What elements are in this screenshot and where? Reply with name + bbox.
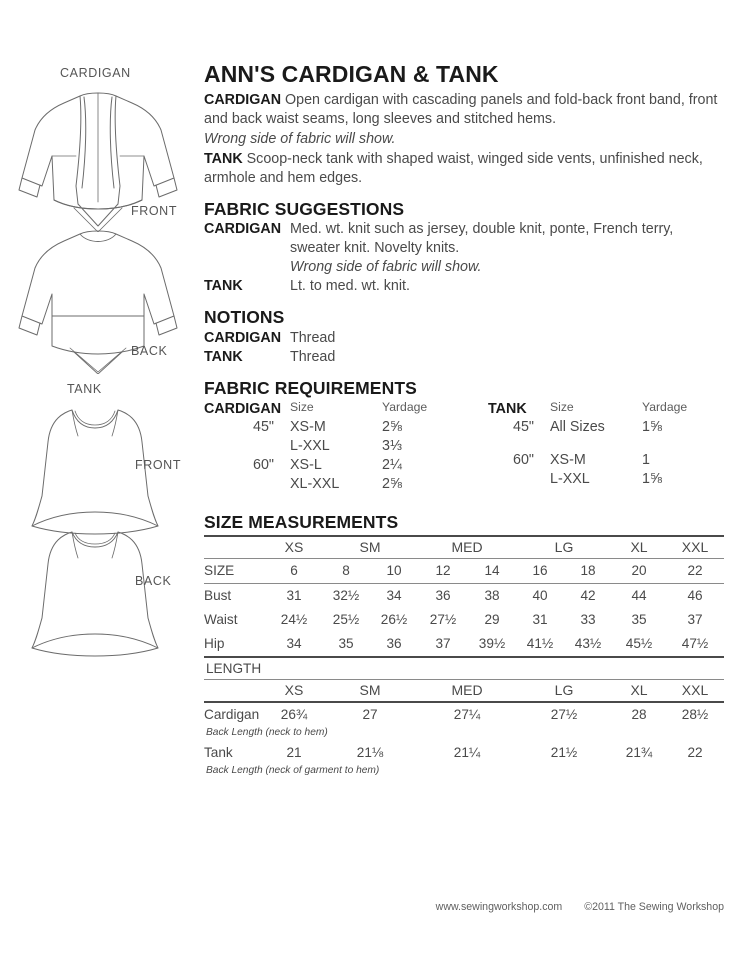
page-title: ANN'S CARDIGAN & TANK — [204, 61, 499, 87]
cell: 25½ — [332, 612, 360, 628]
fabric-suggestion-cardigan-line1: Med. wt. knit such as jersey, double knit, ponte, French terry, — [290, 221, 674, 238]
table-row — [204, 608, 724, 632]
cell: 34 — [370, 584, 418, 609]
size-group-header-xs: XS — [266, 536, 322, 559]
cardigan-back-label: BACK — [131, 344, 168, 358]
cell: 27¼ — [418, 702, 516, 727]
cardigan-description-label: CARDIGAN — [204, 92, 282, 109]
fabric-width: 60" — [513, 452, 534, 469]
length-group-header-lg: LG — [516, 680, 612, 703]
notions-heading: NOTIONS — [204, 307, 285, 328]
fabric-requirements-row — [464, 470, 724, 489]
cardigan-description-note: Wrong side of fabric will show. — [204, 131, 396, 148]
cell: 35 — [631, 612, 647, 628]
cell: 12 — [418, 559, 468, 584]
notions-tank-value: Thread — [290, 348, 336, 365]
fabric-width — [204, 475, 290, 494]
cell: 27 — [322, 702, 418, 727]
cardigan-description — [204, 91, 724, 129]
notions-tank-row — [204, 348, 724, 367]
tank-length-caption: Back Length (neck of garment to hem) — [206, 765, 380, 777]
fabric-size: XS-M — [290, 419, 326, 436]
row-label: Hip — [204, 636, 225, 652]
row-label: Waist — [204, 612, 238, 628]
cell: 21¾ — [625, 745, 653, 761]
length-group-header-row — [204, 680, 724, 703]
cell: 46 — [666, 584, 724, 609]
fabric-requirements-row — [204, 456, 464, 475]
cell: 45½ — [625, 636, 653, 652]
fabric-requirements-tank-size-header: Size — [550, 399, 574, 414]
cell: 40 — [516, 584, 564, 609]
size-group-header-xxl: XXL — [666, 536, 724, 559]
cell: 36 — [418, 584, 468, 609]
length-group-header-blank — [204, 680, 266, 703]
size-measurements-heading: SIZE MEASUREMENTS — [204, 512, 399, 533]
fabric-width: 45" — [513, 419, 534, 436]
fabric-requirements-table — [204, 400, 724, 495]
fabric-requirements-cardigan-size-header: Size — [290, 399, 314, 414]
size-group-header-xl: XL — [612, 536, 666, 559]
fabric-size: L-XXL — [290, 438, 330, 455]
cardigan-length-caption: Back Length (neck to hem) — [206, 727, 328, 739]
tank-back-illustration — [28, 522, 162, 658]
cardigan-front-label: FRONT — [131, 204, 178, 218]
cell: 20 — [612, 559, 666, 584]
cell: 38 — [468, 584, 516, 609]
length-group-header-sm: SM — [322, 680, 418, 703]
length-heading: LENGTH — [204, 657, 724, 680]
table-row — [204, 559, 724, 584]
fabric-requirements-row — [204, 475, 464, 494]
cell: 43½ — [574, 636, 602, 652]
length-caption-row — [204, 727, 724, 741]
cell: 22 — [666, 559, 724, 584]
tank-description-label: TANK — [204, 151, 243, 168]
cell: 34 — [286, 636, 302, 652]
fabric-requirements-cardigan-block — [204, 400, 464, 495]
fabric-suggestion-tank-row — [204, 277, 724, 296]
measurements-grid — [204, 535, 724, 779]
fabric-requirements-tank-block — [464, 400, 724, 495]
cardigan-description-text: Open cardigan with cascading panels and fold-back front band, front and back waist seams, long sleeves and stitched hems. — [204, 92, 718, 128]
cell: 22 — [687, 745, 703, 761]
cardigan-illustration-title: CARDIGAN — [60, 66, 131, 80]
size-group-header-row — [204, 536, 724, 559]
cell: 21⅛ — [356, 745, 384, 761]
fabric-requirements-tank-yardage-header: Yardage — [642, 399, 688, 414]
fabric-yardage: 2¼ — [382, 457, 402, 474]
cell: 10 — [370, 559, 418, 584]
table-row — [204, 632, 724, 657]
cell: 35 — [338, 636, 354, 652]
fabric-yardage: 1 — [642, 452, 650, 469]
fabric-size: XS-L — [290, 457, 322, 474]
fabric-requirements-cardigan-label: CARDIGAN — [204, 400, 282, 417]
fabric-yardage: 1⅝ — [642, 471, 662, 488]
length-group-header-xs: XS — [266, 680, 322, 703]
tank-description — [204, 150, 724, 188]
fabric-width — [464, 470, 550, 489]
fabric-size: L-XXL — [550, 471, 590, 488]
fabric-suggestion-cardigan-label: CARDIGAN — [204, 221, 282, 238]
cell: 21¼ — [453, 745, 481, 761]
fabric-width: 45" — [253, 419, 274, 436]
cell: 28 — [612, 702, 666, 727]
fabric-yardage: 2⅝ — [382, 419, 402, 436]
fabric-requirements-cardigan-yardage-header: Yardage — [382, 399, 428, 414]
size-group-header-blank — [204, 536, 266, 559]
tank-description-text: Scoop-neck tank with shaped waist, winged side vents, unfinished neck, armhole and hem edges. — [204, 151, 703, 187]
fabric-suggestions-heading: FABRIC SUGGESTIONS — [204, 199, 405, 220]
tank-front-label: FRONT — [135, 458, 182, 472]
row-label: Tank — [204, 745, 233, 761]
cell: 32½ — [322, 584, 370, 609]
footer-copyright: ©2011 The Sewing Workshop — [584, 901, 724, 913]
illustration-column — [0, 56, 196, 656]
cell: 8 — [322, 559, 370, 584]
cell: 6 — [266, 559, 322, 584]
cell: 24½ — [280, 612, 308, 628]
fabric-requirements-row — [464, 451, 724, 470]
fabric-suggestion-tank-label: TANK — [204, 278, 243, 295]
table-row — [204, 702, 724, 727]
size-group-header-lg: LG — [516, 536, 612, 559]
fabric-width: 60" — [253, 457, 274, 474]
fabric-yardage: 3⅓ — [382, 438, 402, 455]
content-column — [204, 62, 724, 779]
table-row — [204, 584, 724, 609]
cell: 37 — [435, 636, 451, 652]
fabric-requirements-row-spacer — [464, 437, 724, 451]
fabric-size: XS-M — [550, 452, 586, 469]
fabric-yardage: 1⅝ — [642, 419, 662, 436]
fabric-suggestion-cardigan-line2: sweater knit. Novelty knits. — [290, 240, 460, 257]
fabric-width — [464, 437, 550, 451]
size-measurements-table — [204, 535, 724, 779]
cell: 37 — [687, 612, 703, 628]
cell: 39½ — [478, 636, 506, 652]
notions-tank-label: TANK — [204, 348, 243, 365]
fabric-size — [550, 437, 642, 451]
page-footer — [204, 901, 724, 913]
tank-back-label: BACK — [135, 574, 172, 588]
cell: 27½ — [429, 612, 457, 628]
cell: 47½ — [681, 636, 709, 652]
row-label: Bust — [204, 584, 266, 609]
cell: 27½ — [516, 702, 612, 727]
fabric-width — [204, 437, 290, 456]
fabric-requirements-cardigan-header — [204, 400, 464, 419]
cell: 26½ — [380, 612, 408, 628]
length-group-header-med: MED — [418, 680, 516, 703]
row-label: SIZE — [204, 559, 266, 584]
fabric-suggestion-cardigan-note: Wrong side of fabric will show. — [290, 259, 482, 276]
fabric-requirements-tank-label: TANK — [488, 400, 527, 417]
fabric-suggestion-tank-text: Lt. to med. wt. knit. — [290, 278, 410, 295]
notions-cardigan-value: Thread — [290, 329, 336, 346]
length-section-label-row — [204, 657, 724, 680]
notions-cardigan-label: CARDIGAN — [204, 329, 282, 346]
cell: 31 — [266, 584, 322, 609]
cell: 21 — [286, 745, 302, 761]
cell: 44 — [612, 584, 666, 609]
table-row — [204, 741, 724, 765]
fabric-size: XL-XXL — [290, 476, 340, 493]
cell: 31 — [532, 612, 548, 628]
fabric-suggestion-cardigan-row — [204, 220, 724, 239]
length-caption-row — [204, 765, 724, 779]
cell: 33 — [580, 612, 596, 628]
fabric-requirements-row — [204, 437, 464, 456]
length-group-header-xl: XL — [612, 680, 666, 703]
fabric-size: All Sizes — [550, 419, 605, 436]
fabric-requirements-row — [464, 418, 724, 437]
cell: 16 — [516, 559, 564, 584]
cell: 28½ — [666, 702, 724, 727]
fabric-yardage: 2⅝ — [382, 476, 402, 493]
cell: 21½ — [550, 745, 578, 761]
cell: 29 — [484, 612, 500, 628]
fabric-requirements-tank-header — [464, 400, 724, 419]
fabric-requirements-heading: FABRIC REQUIREMENTS — [204, 377, 417, 398]
cell: 26¾ — [266, 702, 322, 727]
notions-cardigan-row — [204, 329, 724, 348]
fabric-requirements-row — [204, 418, 464, 437]
row-label: Cardigan — [204, 702, 266, 727]
size-group-header-med: MED — [418, 536, 516, 559]
tank-illustration-title: TANK — [67, 382, 102, 396]
cell: 36 — [386, 636, 402, 652]
fabric-yardage — [642, 437, 724, 451]
cell: 14 — [468, 559, 516, 584]
size-group-header-sm: SM — [322, 536, 418, 559]
footer-website: www.sewingworkshop.com — [435, 901, 563, 913]
length-group-header-xxl: XXL — [666, 680, 724, 703]
cell: 41½ — [526, 636, 554, 652]
cell: 18 — [564, 559, 612, 584]
cell: 42 — [564, 584, 612, 609]
